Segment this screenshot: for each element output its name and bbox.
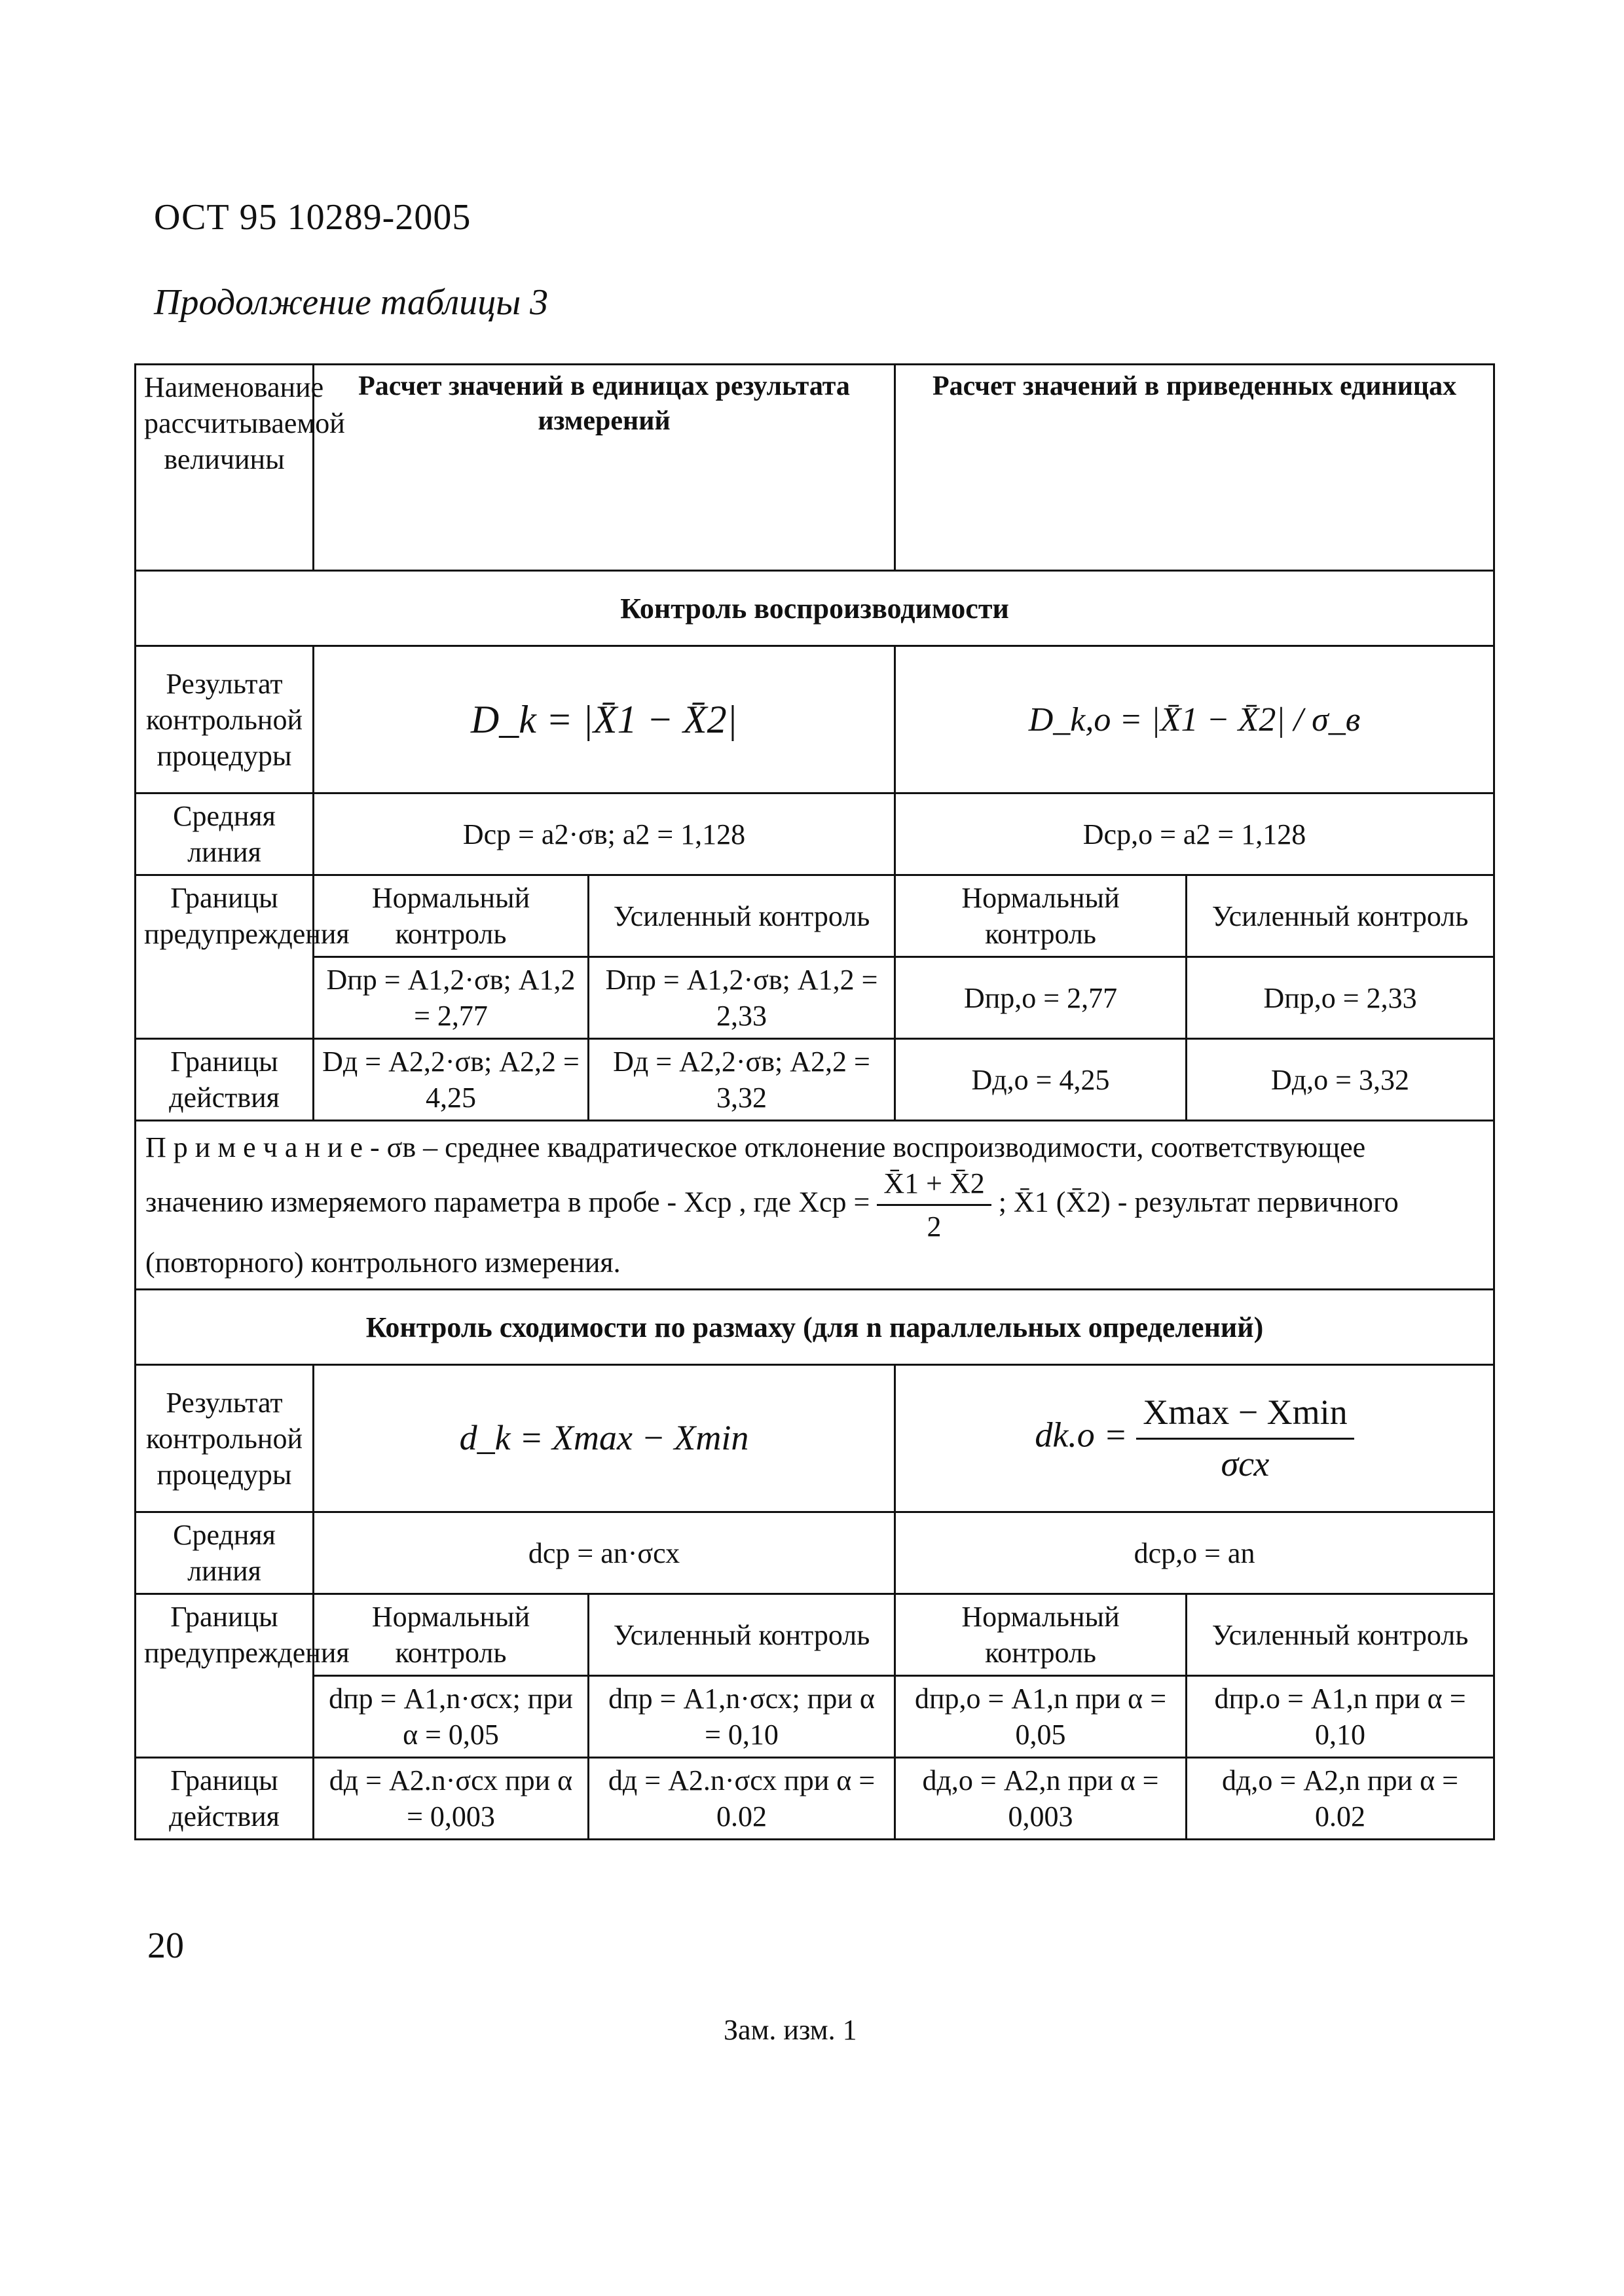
action-units-normal: Dд = A2,2·σв; A2,2 = 4,25 [314, 1039, 589, 1121]
formula-lhs: dk.o = [1035, 1415, 1128, 1455]
subheader-strict-reduced: Усиленный контроль [1187, 875, 1494, 957]
table-row [136, 1365, 1494, 1512]
row-label-warning: Границы предупреждения [136, 1594, 314, 1758]
formula-dk-range-units: d_k = Xmax − Xmin [314, 1365, 895, 1512]
note-prefix: П р и м е ч а н и е - σв – среднее квадратическое отклонение воспроизводимости, соответствующее значению измеряемого параметра в пробе - Xср , где Xср = [145, 1131, 1366, 1218]
action-reduced-normal: Dд,о = 4,25 [895, 1039, 1187, 1121]
change-note: Зам. изм. 1 [724, 2014, 857, 2046]
table-row [136, 1594, 1494, 1676]
table-caption: Продолжение таблицы 3 [154, 282, 549, 323]
col-header-reduced: Расчет значений в приведенных единицах [895, 365, 1494, 571]
formula-table [134, 363, 1495, 1840]
page-number: 20 [147, 1925, 184, 1966]
action-range-units-normal: dд = A2.n·σсх при α = 0,003 [314, 1758, 589, 1840]
note-fraction [877, 1165, 991, 1245]
warning-reduced-normal: Dпр,о = 2,77 [895, 957, 1187, 1039]
formula-dcp-range-reduced: dср,о = an [895, 1512, 1494, 1594]
table-row [136, 1758, 1494, 1840]
col-header-units: Расчет значений в единицах результата измерений [314, 365, 895, 571]
formula-dk-range-reduced [895, 1365, 1494, 1512]
section-title-reproducibility: Контроль воспроизводимости [136, 571, 1494, 646]
row-label-result: Результат контрольной процедуры [136, 1365, 314, 1512]
action-range-units-strict: dд = A2.n·σсх при α = 0.02 [589, 1758, 895, 1840]
note-fraction-denominator: 2 [927, 1211, 942, 1243]
formula-numerator: Xmax − Xmin [1136, 1391, 1354, 1440]
subheader-strict-reduced: Усиленный контроль [1187, 1594, 1494, 1676]
table-row [136, 1676, 1494, 1758]
formula-denominator: σсх [1221, 1444, 1270, 1484]
formula-dcp-range-units: dср = an·σсх [314, 1512, 895, 1594]
table-row [136, 957, 1494, 1039]
document-code: ОСТ 95 10289-2005 [154, 197, 471, 238]
subheader-strict: Усиленный контроль [589, 875, 895, 957]
table-row [136, 1039, 1494, 1121]
table-row [136, 793, 1494, 875]
subheader-normal-reduced: Нормальный контроль [895, 1594, 1187, 1676]
warning-range-units-strict: dпр = A1,n·σсх; при α = 0,10 [589, 1676, 895, 1758]
row-label-action: Границы действия [136, 1758, 314, 1840]
subheader-normal: Нормальный контроль [314, 875, 589, 957]
formula-dcp-units: Dср = a2·σв; a2 = 1,128 [314, 793, 895, 875]
row-label-action: Границы действия [136, 1039, 314, 1121]
table-row [136, 875, 1494, 957]
subheader-strict: Усиленный контроль [589, 1594, 895, 1676]
subheader-normal-reduced: Нормальный контроль [895, 875, 1187, 957]
row-label-center: Средняя линия [136, 1512, 314, 1594]
warning-reduced-strict: Dпр,о = 2,33 [1187, 957, 1494, 1039]
warning-range-reduced-strict: dпр.о = A1,n при α = 0,10 [1187, 1676, 1494, 1758]
warning-units-normal: Dпр = A1,2·σв; A1,2 = 2,77 [314, 957, 589, 1039]
table-header-row [136, 365, 1494, 571]
formula-fraction [1136, 1391, 1354, 1486]
note-fraction-numerator: X̄1 + X̄2 [877, 1165, 991, 1206]
row-label-result: Результат контрольной процедуры [136, 646, 314, 793]
action-range-reduced-normal: dд,о = A2,n при α = 0,003 [895, 1758, 1187, 1840]
note-cell [136, 1121, 1494, 1290]
warning-range-units-normal: dпр = A1,n·σсх; при α = 0,05 [314, 1676, 589, 1758]
note-row [136, 1121, 1494, 1290]
row-label-center: Средняя линия [136, 793, 314, 875]
section-row-reproducibility [136, 571, 1494, 646]
formula-dk-reduced: D_k,o = |X̄1 − X̄2| / σ_в [895, 646, 1494, 793]
warning-range-reduced-normal: dпр,о = A1,n при α = 0,05 [895, 1676, 1187, 1758]
subheader-normal: Нормальный контроль [314, 1594, 589, 1676]
note-suffix: ; X̄1 (X̄2) - результат первичного (повторного) контрольного измерения. [145, 1186, 1399, 1279]
formula-dcp-reduced: Dср,о = a2 = 1,128 [895, 793, 1494, 875]
table-row [136, 1512, 1494, 1594]
formula-dk-units: D_k = |X̄1 − X̄2| [314, 646, 895, 793]
row-label-warning: Границы предупреждения [136, 875, 314, 1039]
action-range-reduced-strict: dд,о = A2,n при α = 0.02 [1187, 1758, 1494, 1840]
section-title-convergence: Контроль сходимости по размаху (для n параллельных определений) [136, 1290, 1494, 1365]
section-row-convergence [136, 1290, 1494, 1365]
action-reduced-strict: Dд,о = 3,32 [1187, 1039, 1494, 1121]
col-header-name: Наименование рассчитываемой величины [136, 365, 314, 571]
action-units-strict: Dд = A2,2·σв; A2,2 = 3,32 [589, 1039, 895, 1121]
warning-units-strict: Dпр = A1,2·σв; A1,2 = 2,33 [589, 957, 895, 1039]
table-row [136, 646, 1494, 793]
